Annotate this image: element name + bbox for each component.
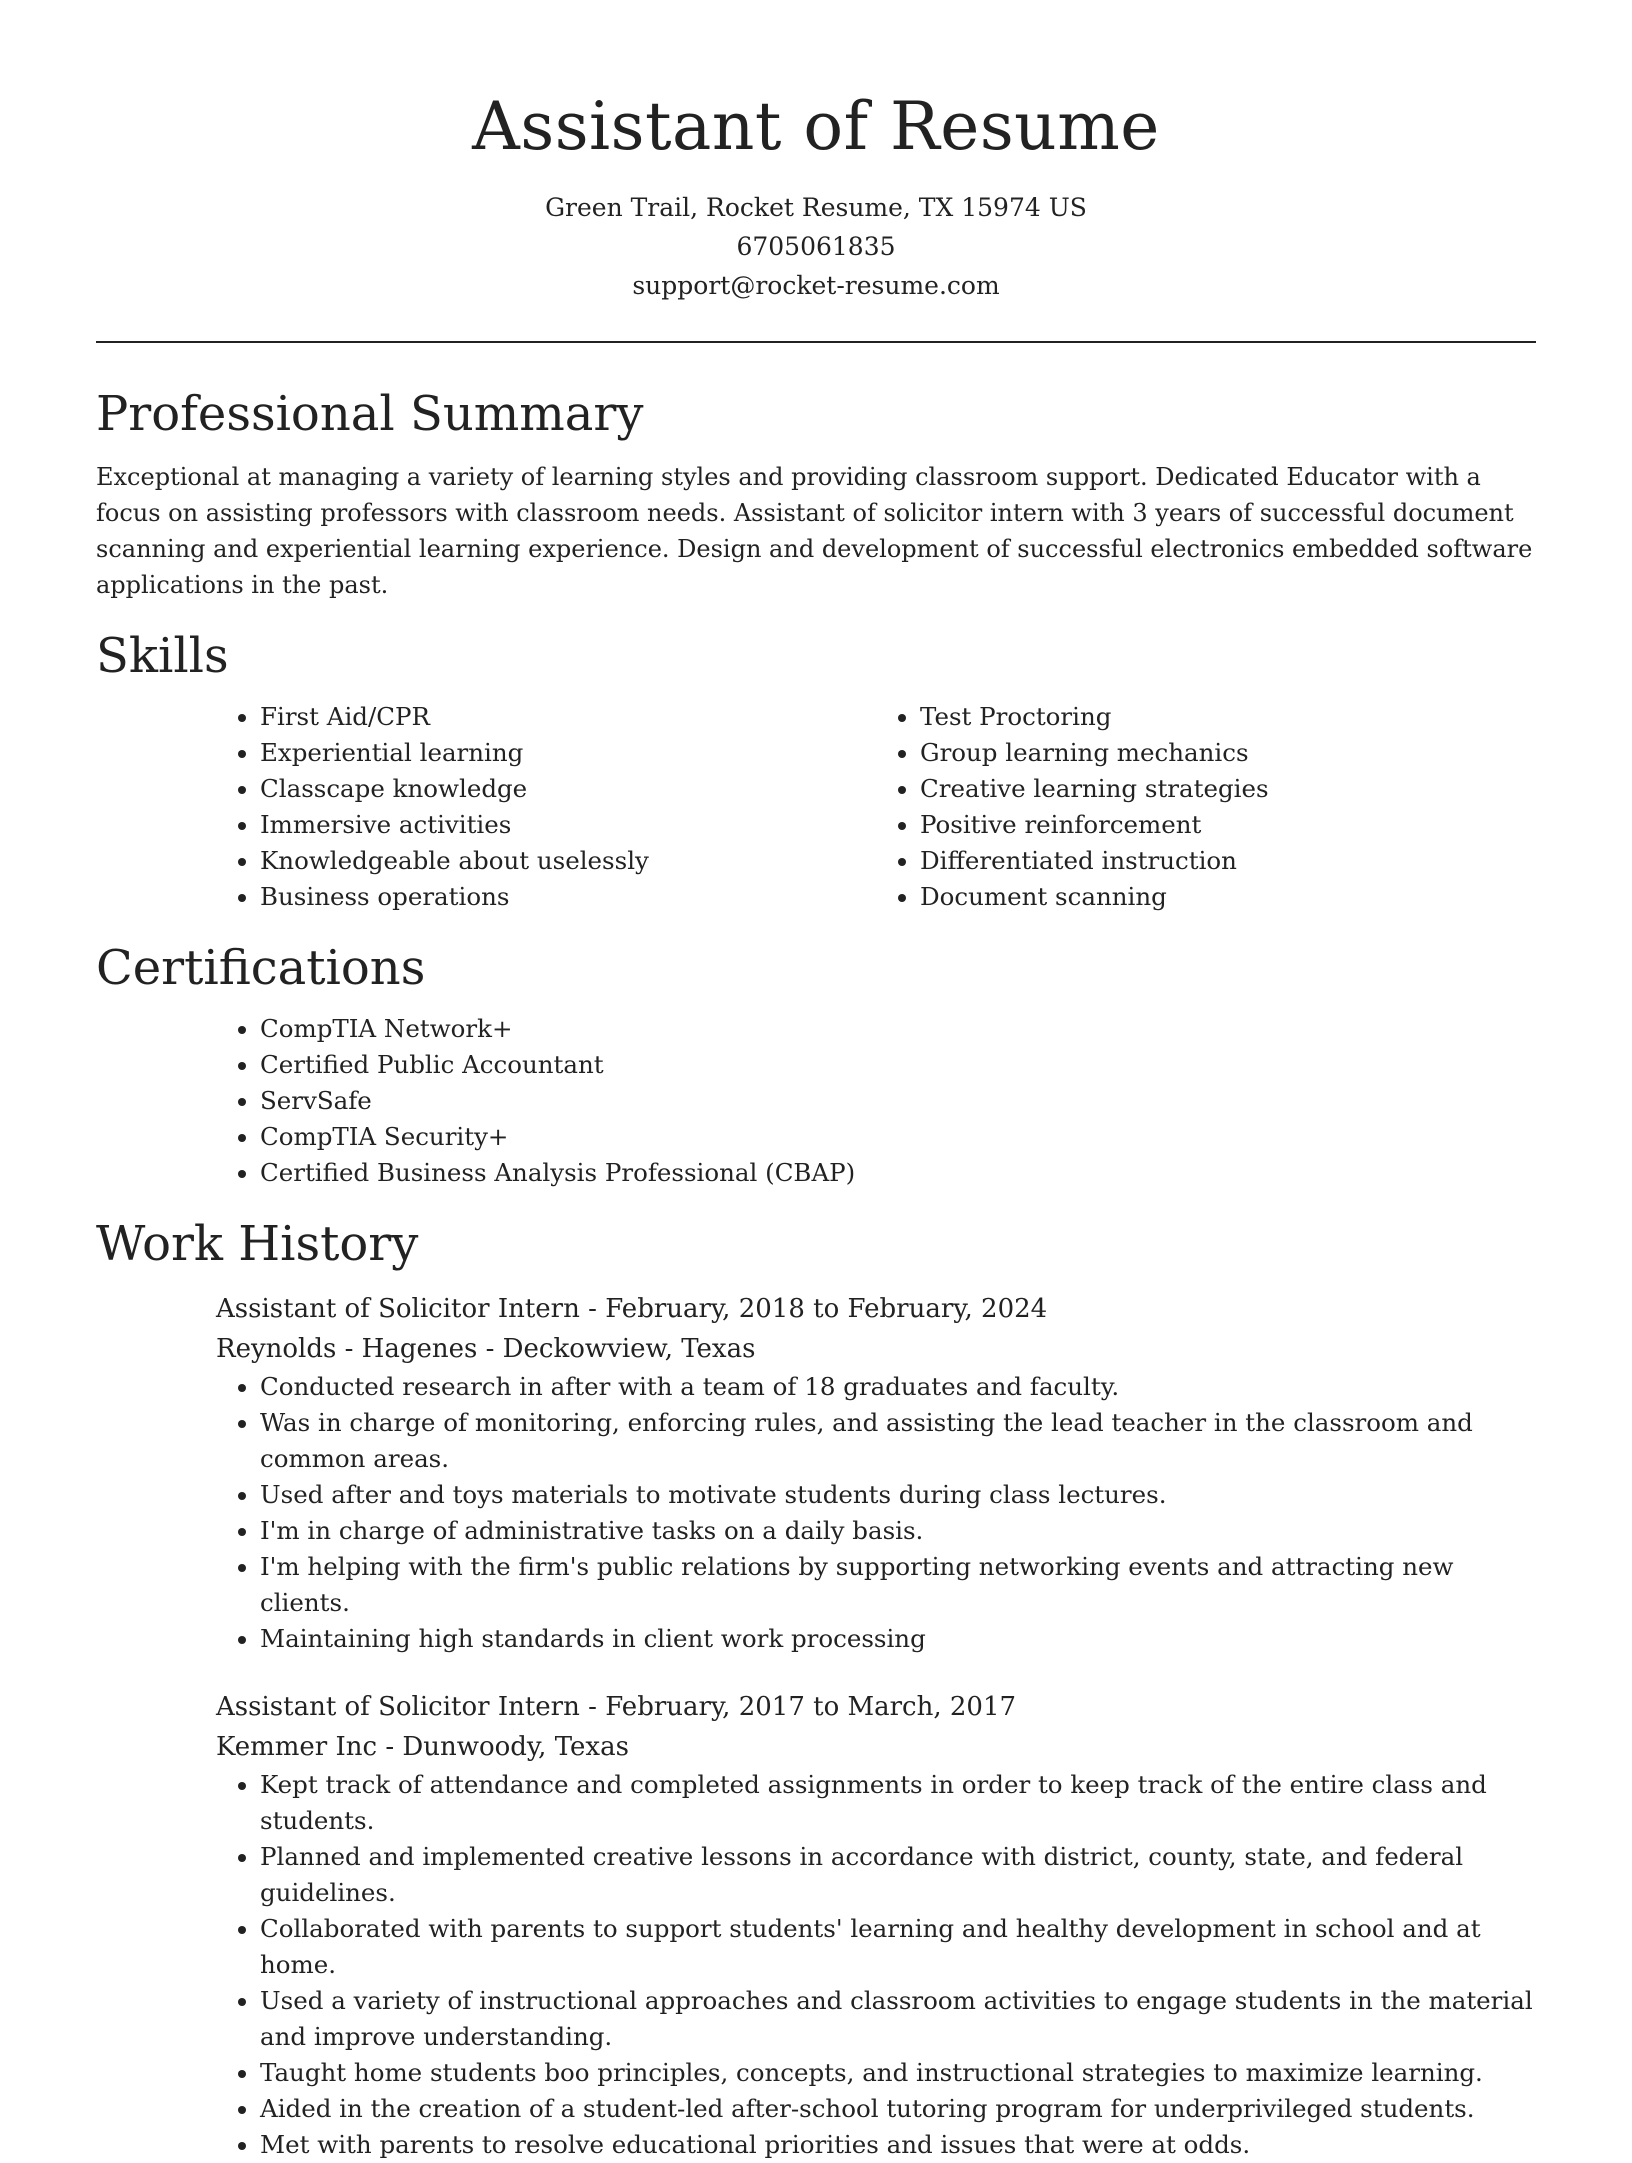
job-location: - Deckowview, Texas xyxy=(477,1334,756,1364)
job-role: Assistant of Solicitor Intern xyxy=(216,1294,580,1324)
job-duty-item: • I'm helping with the firm's public relations by supporting networking events and attracting new clients. xyxy=(260,1549,1536,1621)
contact-email: support@rocket-resume.com xyxy=(632,271,1000,300)
certifications-section xyxy=(96,937,1536,1191)
skills-title: Skills xyxy=(96,628,229,684)
job-company-line xyxy=(216,1727,1536,1767)
work-history-title: Work History xyxy=(96,1216,419,1272)
skill-item: • Document scanning xyxy=(920,879,1536,915)
job-title-line xyxy=(216,1687,1536,1727)
job-duty-item: • Maintaining high standards in client work processing xyxy=(260,1621,1536,1657)
skill-item: • Business operations xyxy=(260,879,876,915)
job-company: Kemmer Inc xyxy=(216,1732,378,1762)
summary-section xyxy=(96,383,1536,603)
job-duties-list xyxy=(216,1369,1536,1657)
contact-phone: 6705061835 xyxy=(736,232,896,261)
header-divider xyxy=(96,341,1536,343)
job-dates: - February, 2018 to February, 2024 xyxy=(579,1294,1048,1324)
contact-address: Green Trail, Rocket Resume, TX 15974 US xyxy=(545,193,1087,222)
summary-text: Exceptional at managing a variety of learning styles and providing classroom support. Dedicated Educator with a focus on assisting professors with classroom needs. Assistant of solicitor intern with 3 years of successful document scanning and experiential learning experience. Design and development of successful electronics embedded software applications in the past. xyxy=(96,463,1533,599)
job-location: - Dunwoody, Texas xyxy=(377,1732,629,1762)
certifications-list xyxy=(216,1011,1536,1191)
skill-item: • Group learning mechanics xyxy=(920,735,1536,771)
job-duty-item: • Planned and implemented creative lessons in accordance with district, county, state, and federal guidelines. xyxy=(260,1839,1536,1911)
certification-item: • ServSafe xyxy=(260,1083,1536,1119)
job-duty-item: • Conducted research in after with a team of 18 graduates and faculty. xyxy=(260,1369,1536,1405)
work-history-section xyxy=(96,1213,1536,2163)
skills-columns xyxy=(216,699,1536,915)
job-company-line xyxy=(216,1329,1536,1369)
skill-item: • Knowledgeable about uselessly xyxy=(260,843,876,879)
certification-item: • CompTIA Security+ xyxy=(260,1119,1536,1155)
certification-item: • CompTIA Network+ xyxy=(260,1011,1536,1047)
job-duty-item: • Used after and toys materials to motivate students during class lectures. xyxy=(260,1477,1536,1513)
resume-page xyxy=(96,0,1536,2163)
job-duty-item: • I'm in charge of administrative tasks on a daily basis. xyxy=(260,1513,1536,1549)
skill-item: • Test Proctoring xyxy=(920,699,1536,735)
resume-header xyxy=(96,0,1536,305)
skill-item: • Creative learning strategies xyxy=(920,771,1536,807)
certification-item: • Certified Business Analysis Professional (CBAP) xyxy=(260,1155,1536,1191)
job-dates: - February, 2017 to March, 2017 xyxy=(579,1692,1017,1722)
skill-item: • Positive reinforcement xyxy=(920,807,1536,843)
skill-item: • Classcape knowledge xyxy=(260,771,876,807)
certifications-list-wrap xyxy=(216,1011,1536,1191)
job-duty-item: • Aided in the creation of a student-led after-school tutoring program for underprivileged students. xyxy=(260,2091,1536,2127)
job-role: Assistant of Solicitor Intern xyxy=(216,1692,580,1722)
skill-item: • Experiential learning xyxy=(260,735,876,771)
job-entry xyxy=(216,1289,1536,1657)
job-title-line xyxy=(216,1289,1536,1329)
job-duty-item: • Was in charge of monitoring, enforcing rules, and assisting the lead teacher in the classroom and common areas. xyxy=(260,1405,1536,1477)
certifications-title: Certifications xyxy=(96,940,426,996)
job-duty-item: • Kept track of attendance and completed assignments in order to keep track of the entire class and students. xyxy=(260,1767,1536,1839)
job-entry xyxy=(216,1687,1536,2163)
resume-name: Assistant of Resume xyxy=(472,88,1160,165)
job-company: Reynolds - Hagenes xyxy=(216,1334,478,1364)
job-duty-item: • Taught home students boo principles, concepts, and instructional strategies to maximize learning. xyxy=(260,2055,1536,2091)
summary-title: Professional Summary xyxy=(96,386,644,442)
contact-info xyxy=(96,188,1536,305)
job-duty-item: • Used a variety of instructional approaches and classroom activities to engage students in the material and improve understanding. xyxy=(260,1983,1536,2055)
skill-item: • Immersive activities xyxy=(260,807,876,843)
skill-item: • Differentiated instruction xyxy=(920,843,1536,879)
job-duty-item: • Collaborated with parents to support students' learning and healthy development in school and at home. xyxy=(260,1911,1536,1983)
skills-section xyxy=(96,625,1536,915)
certification-item: • Certified Public Accountant xyxy=(260,1047,1536,1083)
skills-list-left xyxy=(216,699,876,915)
skill-item: • First Aid/CPR xyxy=(260,699,876,735)
skills-list-right xyxy=(876,699,1536,915)
job-duty-item: • Met with parents to resolve educational priorities and issues that were at odds. xyxy=(260,2127,1536,2163)
job-duties-list xyxy=(216,1767,1536,2163)
